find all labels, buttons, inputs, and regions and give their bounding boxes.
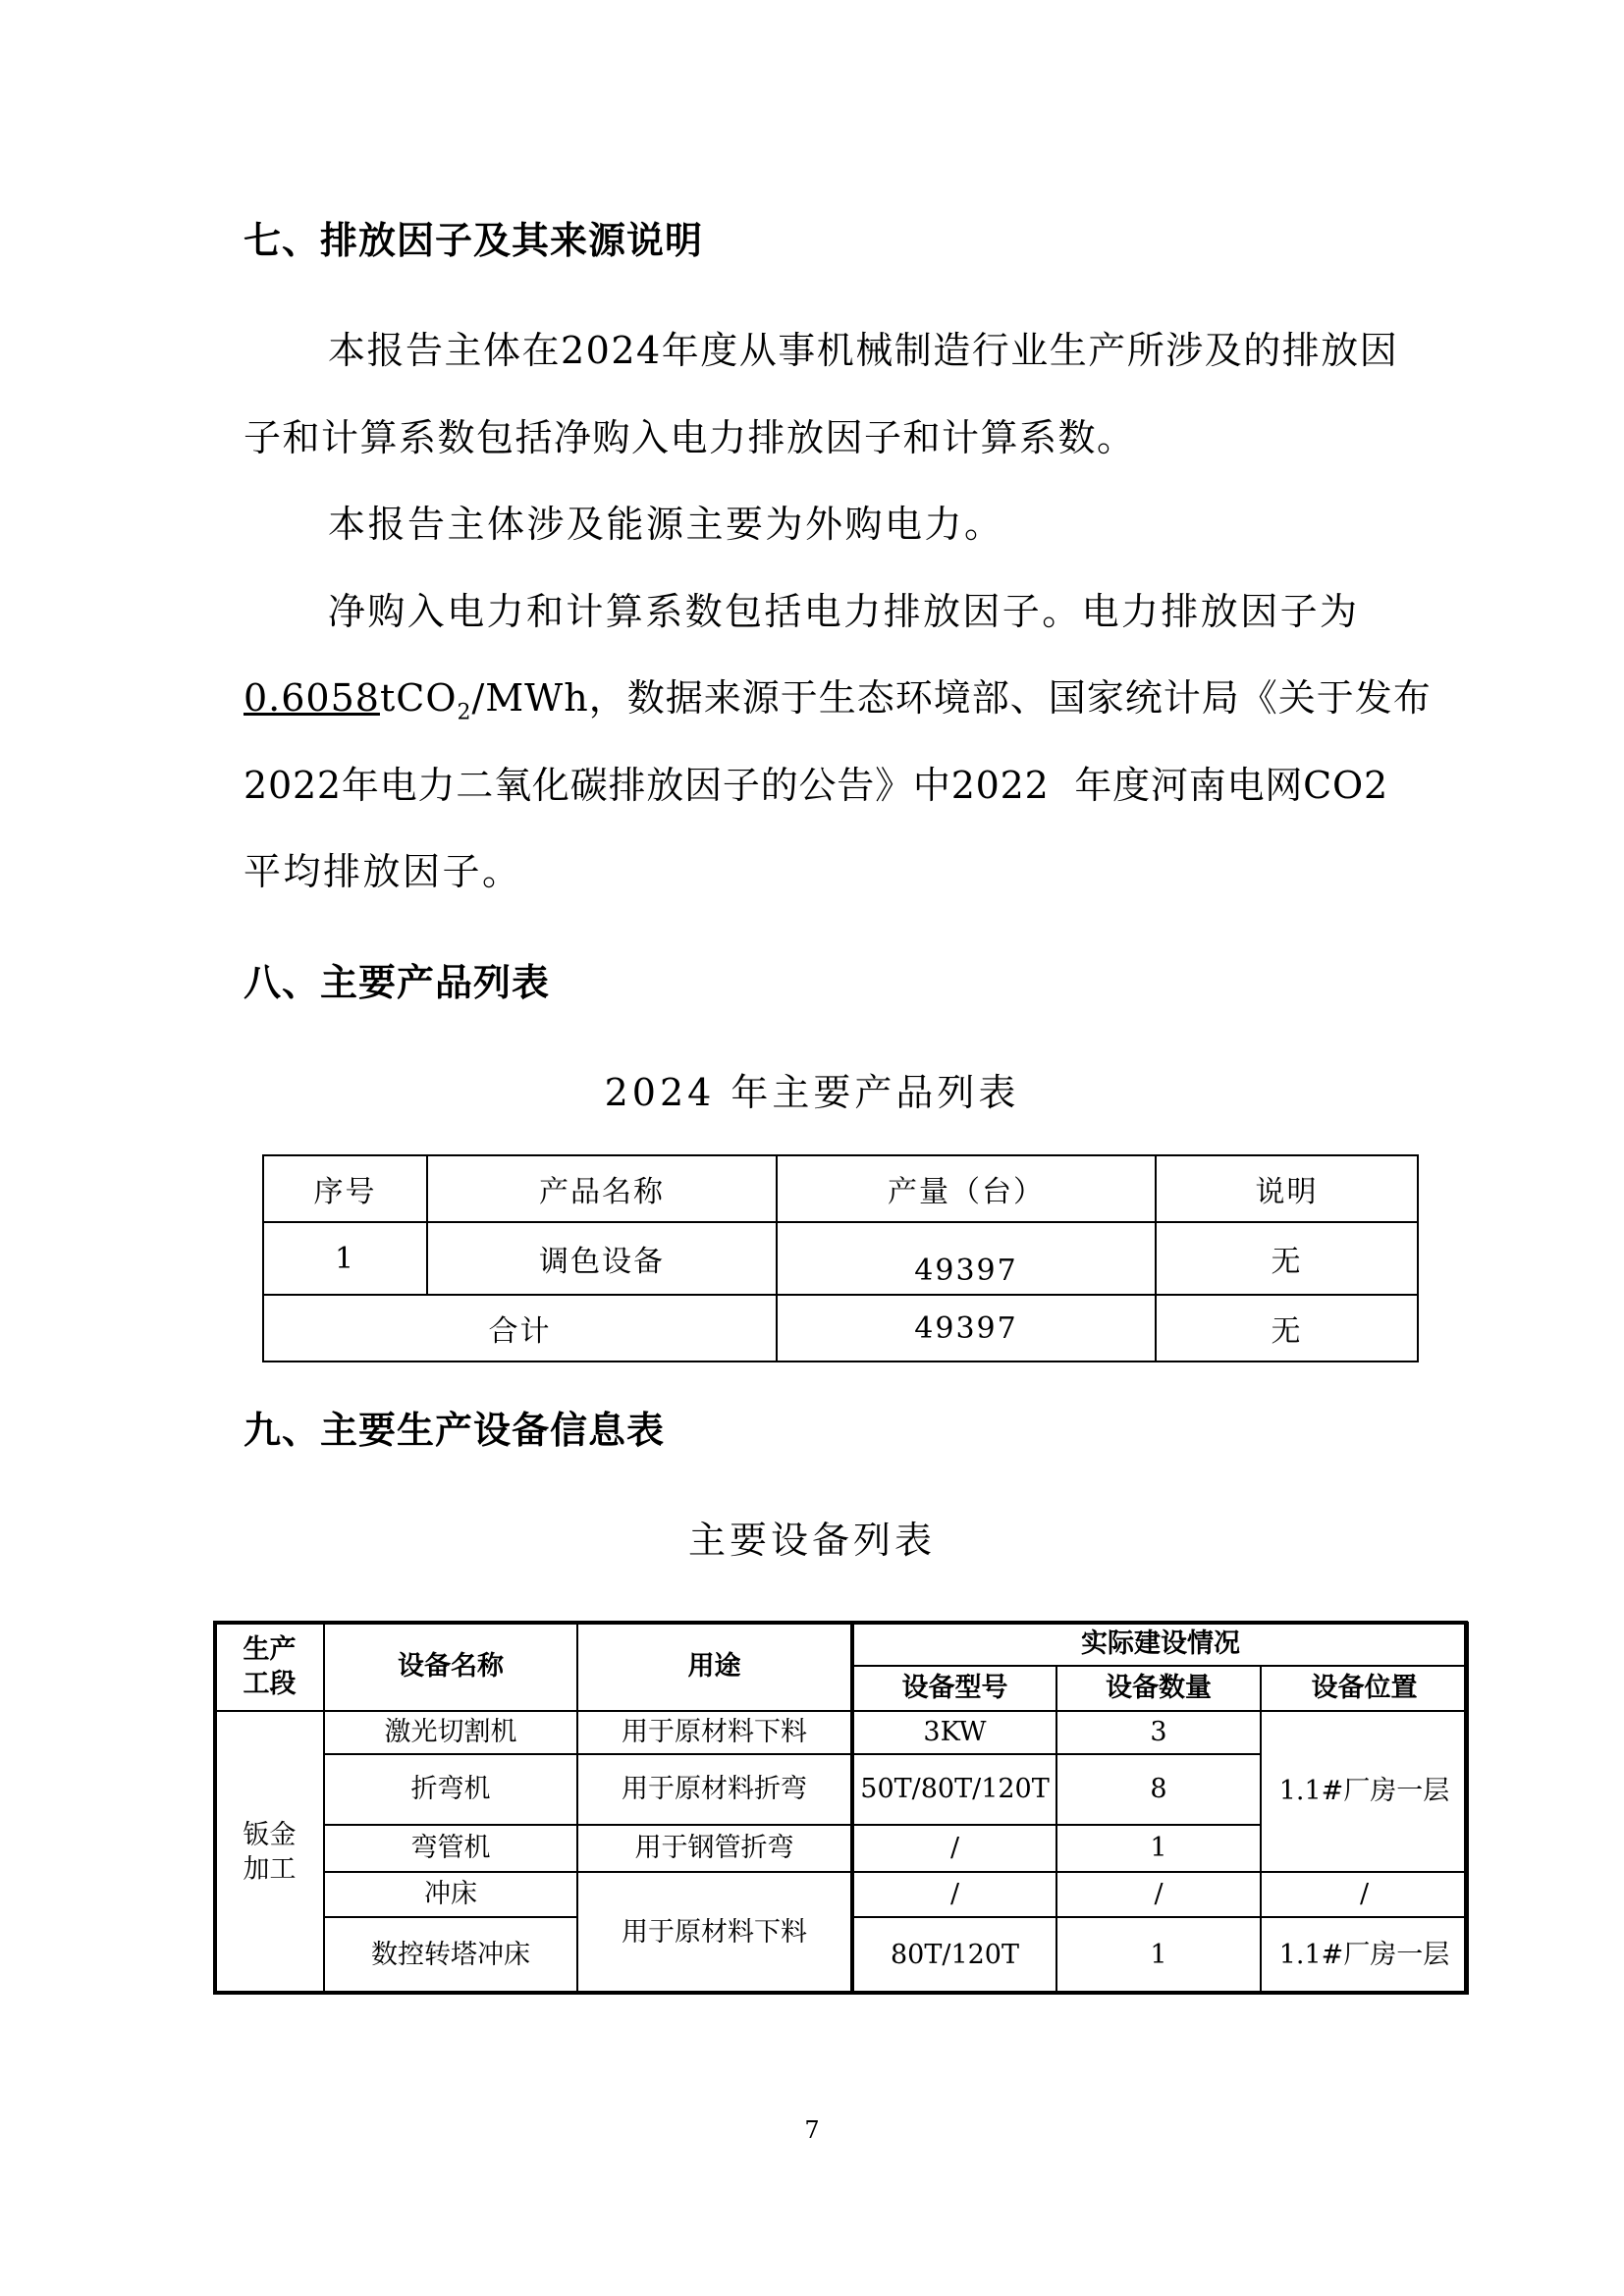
cell-model: 80T/120T [852,1917,1056,1994]
paragraph-line: 2022年电力二氧化碳排放因子的公告》中2022 年度河南电网CO2 [244,764,1388,807]
cell-model: 3KW [852,1711,1056,1754]
cell-use: 用于原材料下料 [577,1711,852,1754]
table-header-row [263,1155,1418,1222]
header-construction-group: 实际建设情况 [852,1623,1468,1666]
cell-model: 50T/80T/120T [852,1754,1056,1825]
header-cell: 产量（台） [777,1155,1156,1222]
header-cell: 说明 [1156,1155,1418,1222]
unit-text: tCO [379,676,458,720]
header-use: 用途 [577,1623,852,1711]
cell-equipment-name: 冲床 [324,1872,577,1917]
header-equipment-name: 设备名称 [324,1623,577,1711]
section8-heading: 八、主要产品列表 [244,961,551,1004]
paragraph-line: 本报告主体在2024年度从事机械制造行业生产所涉及的排放因 [328,329,1399,372]
unit-subscript: 2 [457,700,472,725]
cell-count: 8 [1056,1754,1261,1825]
section7-heading: 七、排放因子及其来源说明 [244,219,704,262]
equipment-table [214,1622,1469,1995]
section9-heading: 九、主要生产设备信息表 [244,1409,666,1452]
header-cell: 序号 [263,1155,427,1222]
cell-note: 无 [1156,1222,1418,1295]
page-number: 7 [804,2116,820,2144]
cell-location: 1.1#厂房一层 [1261,1917,1468,1994]
cell-equipment-name: 弯管机 [324,1825,577,1872]
cell-index: 1 [263,1222,427,1295]
product-table [262,1154,1419,1362]
paragraph-line: 子和计算系数包括净购入电力排放因子和计算系数。 [244,416,1136,459]
paragraph-line: 净购入电力和计算系数包括电力排放因子。电力排放因子为 [328,590,1360,633]
header-cell: 产品名称 [427,1155,777,1222]
cell-quantity: 49397 [777,1222,1156,1295]
table-row [263,1222,1418,1295]
table-total-row [263,1295,1418,1362]
cell-model: / [852,1825,1056,1872]
cell-location: / [1261,1872,1468,1917]
cell-use: 用于原材料折弯 [577,1754,852,1825]
cell-total-label: 合计 [263,1295,777,1362]
cell-total-note: 无 [1156,1295,1418,1362]
equipment-table-caption: 主要设备列表 [687,1519,936,1562]
cell-equipment-name: 折弯机 [324,1754,577,1825]
cell-count: 1 [1056,1917,1261,1994]
cell-use: 用于钢管折弯 [577,1825,852,1872]
cell-model: / [852,1872,1056,1917]
paragraph-line: 平均排放因子。 [244,850,522,893]
cell-stage: 钣金加工 [215,1711,324,1994]
table-row [215,1872,1468,1917]
cell-use-shared: 用于原材料下料 [577,1872,852,1994]
cell-equipment-name: 激光切割机 [324,1711,577,1754]
unit-text: /MWh，数据来源于生态环境部、国家统计局《关于发布 [471,676,1432,720]
emission-factor-value: 0.6058 [244,676,380,720]
cell-product-name: 调色设备 [427,1222,777,1295]
cell-total-quantity: 49397 [777,1295,1156,1362]
header-model: 设备型号 [852,1666,1056,1711]
table-header-row [215,1623,1468,1666]
table-row [215,1711,1468,1754]
cell-equipment-name: 数控转塔冲床 [324,1917,577,1994]
paragraph-line: 本报告主体涉及能源主要为外购电力。 [328,503,1004,546]
header-location: 设备位置 [1261,1666,1468,1711]
header-stage: 生产工段 [215,1623,324,1711]
cell-count: 1 [1056,1825,1261,1872]
cell-location-shared: 1.1#厂房一层 [1261,1711,1468,1872]
header-count: 设备数量 [1056,1666,1261,1711]
paragraph-line [244,676,1432,725]
cell-count: / [1056,1872,1261,1917]
cell-count: 3 [1056,1711,1261,1754]
product-table-caption: 2024 年主要产品列表 [604,1071,1020,1114]
